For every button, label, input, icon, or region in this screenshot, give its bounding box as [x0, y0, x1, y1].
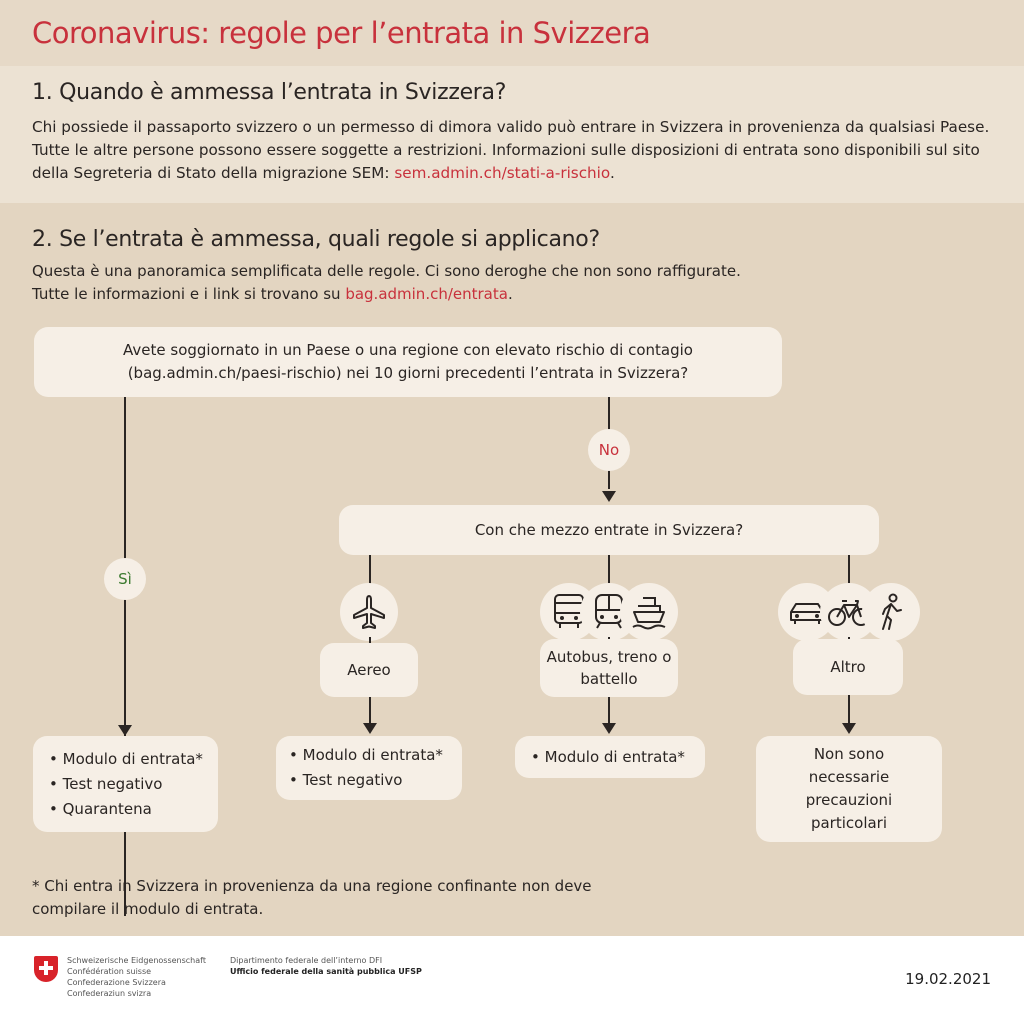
department	[230, 955, 422, 977]
list-item: • Modulo di entrata*	[289, 743, 443, 768]
dept-line-1: Dipartimento federale dell’interno DFI	[230, 956, 383, 965]
footnote: * Chi entra in Svizzera in provenienza da una regione confinante non deve compilare il modulo di entrata.	[32, 877, 592, 918]
altro-result-box	[756, 736, 942, 842]
confed-line: Schweizerische Eidgenossenschaft	[67, 956, 206, 965]
autobus-box	[540, 639, 678, 697]
autobus-arrow	[602, 723, 616, 734]
sem-link[interactable]: sem.admin.ch/stati-a-rischio	[394, 164, 610, 182]
bag-link[interactable]: bag.admin.ch/entrata	[345, 285, 508, 303]
section-2	[0, 203, 1024, 936]
question-text: Avete soggiornato in un Paese o una regione con elevato rischio di contagio (bag.admin.ch/paesi-rischio) nei 10 giorni precedenti l’entrata in Svizzera?	[123, 341, 693, 382]
intro-line-2-text: Tutte le informazioni e i link si trovano su	[32, 285, 346, 303]
swiss-flag-icon	[34, 956, 58, 982]
question-box	[34, 327, 782, 397]
yes-result-box	[33, 736, 218, 832]
no-label: No	[598, 441, 620, 459]
pedestrian-icon	[862, 583, 920, 641]
aereo-arrow	[363, 723, 377, 734]
altro-arrow	[842, 723, 856, 734]
publication-date: 19.02.2021	[905, 970, 991, 988]
section-2-intro	[32, 260, 992, 306]
footer	[0, 936, 1024, 1024]
yes-label: Sì	[118, 570, 132, 588]
confederation-names	[67, 955, 206, 999]
section-1-end: .	[609, 164, 615, 182]
aereo-result-box	[276, 736, 462, 800]
autobus-result-list	[531, 746, 685, 769]
intro-end: .	[507, 285, 513, 303]
yes-result-list	[49, 747, 203, 822]
ship-icon	[620, 583, 678, 641]
confed-line: Confederazione Svizzera	[67, 978, 166, 987]
section-2-heading: 2. Se l’entrata è ammessa, quali regole si applicano?	[32, 227, 600, 252]
yes-arrow	[118, 725, 132, 736]
section-1	[0, 66, 1024, 203]
section-1-body: Chi possiede il passaporto svizzero o un permesso di dimora valido può entrare in Svizzera in provenienza da qualsiasi Paese. Tutte le altre persone possono essere soggette a restrizioni. Informazioni sulle disposizioni di entrata sono disponibili sul sito della Segreteria di Stato della migrazione SEM:	[32, 118, 990, 182]
list-item: • Modulo di entrata*	[531, 746, 685, 769]
yes-bubble	[104, 558, 146, 600]
confed-line: Confédération suisse	[67, 967, 152, 976]
aereo-label: Aereo	[347, 660, 391, 679]
no-arrow	[602, 491, 616, 502]
intro-line-2	[32, 283, 992, 306]
dept-line-2: Ufficio federale della sanità pubblica UFSP	[230, 967, 422, 976]
no-bubble	[588, 429, 630, 471]
altro-line-3	[848, 695, 850, 725]
mezzo-box	[339, 505, 879, 555]
confed-line: Confederaziun svizra	[67, 989, 152, 998]
page-title: Coronavirus: regole per l’entrata in Svizzera	[32, 16, 651, 50]
autobus-result-box	[515, 736, 705, 778]
header	[0, 0, 1024, 66]
list-item: • Test negativo	[289, 768, 443, 793]
aereo-line-3	[369, 697, 371, 725]
airplane-icon	[340, 583, 398, 641]
section-1-heading: 1. Quando è ammessa l’entrata in Svizzera?	[32, 80, 507, 105]
aereo-result-list	[289, 743, 443, 793]
autobus-line-3	[608, 697, 610, 725]
aereo-box	[320, 643, 418, 697]
altro-label: Altro	[830, 657, 866, 676]
section-1-text	[32, 116, 992, 185]
altro-box	[793, 639, 903, 695]
list-item: • Modulo di entrata*	[49, 747, 203, 772]
autobus-label: Autobus, treno o battello	[546, 648, 672, 688]
yes-line	[124, 397, 126, 916]
list-item: • Quarantena	[49, 797, 203, 822]
intro-line-1: Questa è una panoramica semplificata delle regole. Ci sono deroghe che non sono raffigurate.	[32, 262, 741, 280]
mezzo-question: Con che mezzo entrate in Svizzera?	[474, 520, 744, 539]
list-item: • Test negativo	[49, 772, 203, 797]
altro-result: Non sono necessarie precauzioni particolari	[805, 745, 893, 832]
